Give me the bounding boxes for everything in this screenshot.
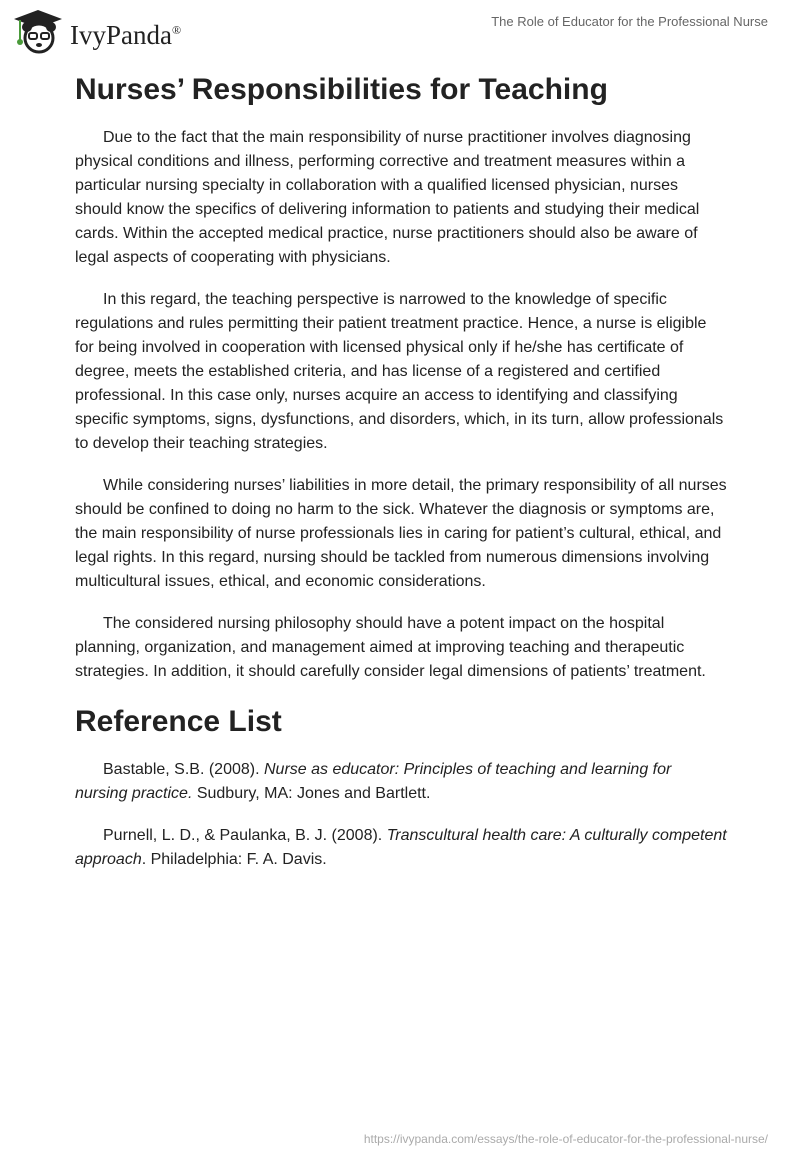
paragraph: In this regard, the teaching perspective is narrowed to the knowledge of specific regulations and rules permitting their patient treatment practice. Hence, a nurse is eligible for being involved in cooperation with licensed physical only if he/she has certificate of degree, meets the established criteria, and has license of a registered and certified professional. In this case only, nurses acquire an access to identifying and classifying specific symptoms, signs, dysfunctions, and disorders, which, in its turn, allow professionals to develop their teaching strategies. — [75, 291, 724, 452]
paragraph: While considering nurses’ liabilities in more detail, the primary responsibility of all nurses should be confined to doing no harm to the sick. Whatever the diagnosis or symptoms are, the main responsibility of nurse professionals lies in caring for patient’s cultural, ethical, and legal rights. In this regard, nursing should be tackled from numerous dimensions involving multicultural issues, ethical, and economic considerations. — [75, 477, 727, 590]
ivypanda-logo[interactable] — [12, 8, 181, 54]
reference-item: Purnell, L. D., & Paulanka, B. J. (2008). Transcultural health care: A culturally competent approach. Philadelphia: F. A. Davis. — [75, 827, 727, 868]
source-url[interactable]: https://ivypanda.com/essays/the-role-of-educator-for-the-professional-nurse/ — [363, 1132, 768, 1146]
reference-list-heading: Reference List — [75, 705, 282, 738]
section-heading: Nurses’ Responsibilities for Teaching — [75, 73, 608, 106]
document-title: The Role of Educator for the Professional Nurse — [491, 14, 768, 29]
reference-item: Bastable, S.B. (2008). Nurse as educator: Principles of teaching and learning for nursing practice. Sudbury, MA: Jones and Bartlett. — [75, 761, 672, 802]
essay-content — [75, 70, 727, 890]
panda-graduate-icon — [12, 8, 64, 54]
paragraph: The considered nursing philosophy should have a potent impact on the hospital planning, organization, and management aimed at improving teaching and therapeutic strategies. In addition, it should carefully consider legal dimensions of patients’ treatment. — [75, 615, 706, 680]
logo-text: IvyPanda® — [70, 19, 182, 50]
paragraph: Due to the fact that the main responsibility of nurse practitioner involves diagnosing physical conditions and illness, performing corrective and treatment measures within a particular nursing specialty in collaboration with a qualified licensed physician, nurses should know the specifics of delivering information to patients and studying their medical cards. Within the accepted medical practice, nurse practitioners should also be aware of legal aspects of cooperating with physicians. — [75, 129, 700, 266]
